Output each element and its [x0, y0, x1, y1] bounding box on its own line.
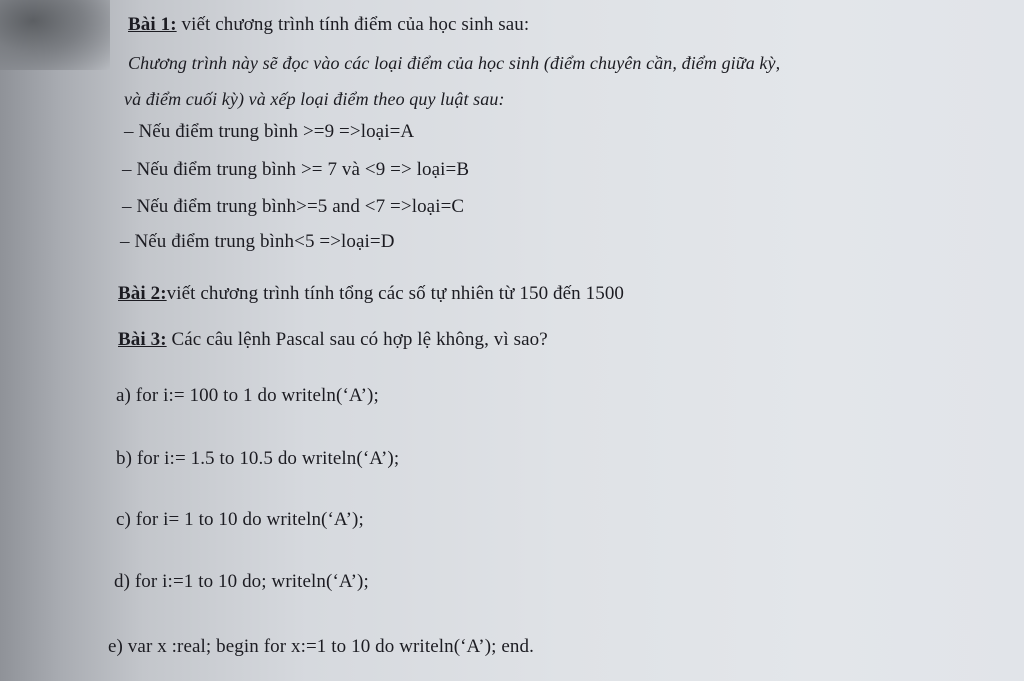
bai3-item-b: b) for i:= 1.5 to 10.5 do writeln(‘A’); [116, 448, 400, 469]
bai1-desc-line2: và điểm cuối kỳ) và xếp loại điểm theo quy luật sau: [124, 89, 505, 109]
bai3-heading [118, 329, 548, 351]
bai3-item-e: e) var x :real; begin for x:=1 to 10 do writeln(‘A’); end. [108, 636, 534, 657]
bai1-desc-line1: Chương trình này sẽ đọc vào các loại điểm của học sinh (điểm chuyên cần, điểm giữa kỳ, [128, 53, 781, 73]
bai3-text: Các câu lệnh Pascal sau có hợp lệ không, vì sao? [166, 329, 548, 350]
bai2-heading [118, 283, 624, 305]
bai2-label: Bài 2: [118, 283, 167, 304]
bai2-text: viết chương trình tính tổng các số tự nhiên từ 150 đến 1500 [166, 283, 625, 304]
bai1-rule-c: – Nếu điểm trung bình>=5 and <7 =>loại=C [122, 196, 465, 217]
bai1-rule-a: – Nếu điểm trung bình >=9 =>loại=A [124, 121, 415, 142]
bai3-label: Bài 3: [118, 329, 167, 350]
bai3-item-a: a) for i:= 100 to 1 do writeln(‘A’); [116, 385, 379, 406]
bai1-rule-d: – Nếu điểm trung bình<5 =>loại=D [120, 231, 395, 252]
bai1-label: Bài 1: [128, 14, 177, 35]
bai3-item-c: c) for i= 1 to 10 do writeln(‘A’); [116, 509, 364, 530]
bai3-item-d: d) for i:=1 to 10 do; writeln(‘A’); [114, 571, 369, 592]
bai1-heading [128, 14, 529, 36]
bai1-rule-b: – Nếu điểm trung bình >= 7 và <9 => loại=B [122, 159, 470, 180]
bai1-text: viết chương trình tính điểm của học sinh sau: [176, 14, 530, 35]
photo-shadow [0, 0, 110, 70]
